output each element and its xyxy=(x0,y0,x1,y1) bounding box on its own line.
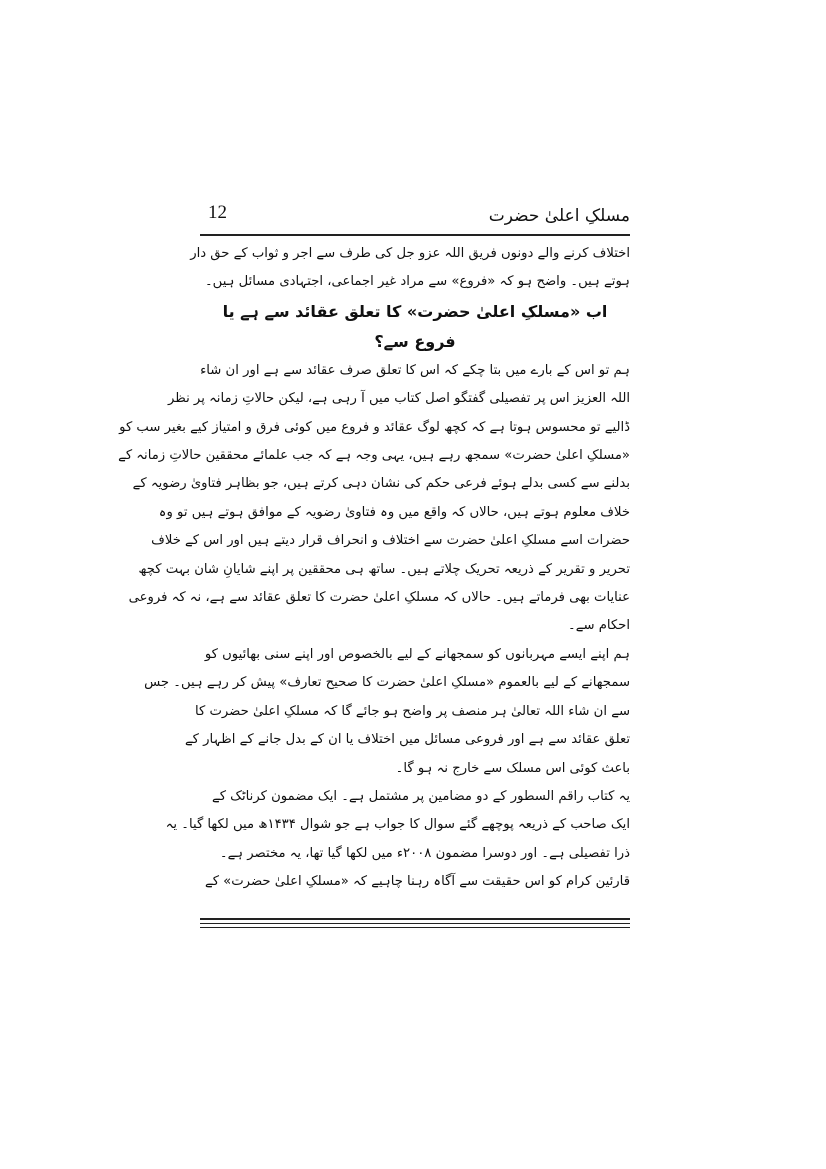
text-line: احکام سے۔ xyxy=(568,618,630,634)
paragraph-purpose xyxy=(144,641,630,783)
header-rule xyxy=(200,234,630,236)
footer-rule xyxy=(200,923,630,924)
text-line: ہوتے ہیں۔ واضح ہو کہ «فروع» سے مراد غیر اجماعی، اجتہادی مسائل ہیں۔ xyxy=(204,274,630,290)
footer-rules xyxy=(200,918,630,928)
text-line: اختلاف کرنے والے دونوں فریق اللہ عزو جل کی طرف سے اجر و ثواب کے حق دار xyxy=(190,246,630,261)
text-line: خلاف معلوم ہوتے ہیں، حالاں کہ واقع میں وہ فتاویٰ رضویہ کے موافق ہوتے ہیں تو وہ xyxy=(158,504,630,520)
text-line: اللہ العزیز اس پر تفصیلی گفتگو اصل کتاب میں آ رہی ہے، لیکن حالاتِ زمانہ پر نظر xyxy=(167,391,630,407)
text-line: سے ان شاء اللہ تعالیٰ ہر منصف پر واضح ہو جائے گا کہ مسلکِ اعلیٰ حضرت کا xyxy=(195,703,630,719)
text-line: سمجھانے کے لیے بالعموم «مسلکِ اعلیٰ حضرت کا صحیح تعارف» پیش کر رہے ہیں۔ جس xyxy=(144,675,630,691)
text-line: ڈالیے تو محسوس ہوتا ہے کہ کچھ لوگ عقائد و فروع میں کوئی فرق و امتیاز کیے بغیر سب کو xyxy=(119,419,630,435)
text-line: عنایات بھی فرماتے ہیں۔ حالاں کہ مسلکِ اعلیٰ حضرت کا تعلق عقائد سے ہے، نہ کہ فروعی xyxy=(128,590,630,606)
footer-rule xyxy=(200,918,630,920)
footer-rule xyxy=(200,927,630,928)
text-line: حضرات اسے مسلکِ اعلیٰ حضرت سے اختلاف و انحراف قرار دیتے ہیں اور اس کے خلاف xyxy=(151,533,630,549)
paragraph-intro xyxy=(190,240,630,297)
text-line: ہم تو اس کے بارے میں بتا چکے کہ اس کا تعلق صرف عقائد سے ہے اور ان شاء xyxy=(200,362,630,378)
page-header xyxy=(200,200,630,234)
paragraph-main xyxy=(118,357,630,641)
page-body xyxy=(118,240,630,897)
running-title: مسلکِ اعلیٰ حضرت xyxy=(488,206,630,226)
text-line: یہ کتاب راقم السطور کے دو مضامین پر مشتمل ہے۔ ایک مضمون کرناٹک کے xyxy=(211,788,630,804)
text-line: «مسلکِ اعلیٰ حضرت» سمجھ رہے ہیں، یہی وجہ ہے کہ جب علمائے محققین حالاتِ زمانہ کے xyxy=(118,448,630,464)
paragraph-closing xyxy=(200,868,630,896)
page-number: 12 xyxy=(208,202,227,223)
text-line: باعث کوئی اس مسلک سے خارج نہ ہو گا۔ xyxy=(395,760,630,776)
book-page xyxy=(118,200,630,940)
text-line: بدلنے سے کسی بدلے ہوئے فرعی حکم کی نشان دہی کرتے ہیں، جو بظاہر فتاویٰ رضویہ کے xyxy=(132,476,630,492)
text-line: تعلق عقائد سے ہے اور فروعی مسائل میں اختلاف یا ان کے بدل جانے کے اظہار کے xyxy=(184,732,630,748)
text-line: ذرا تفصیلی ہے۔ اور دوسرا مضمون ۲۰۰۸ء میں لکھا گیا تھا، یہ مختصر ہے۔ xyxy=(219,845,630,861)
paragraph-contents xyxy=(165,783,630,868)
text-line: ایک صاحب کے ذریعہ پوچھے گئے سوال کا جواب ہے جو شوال ۱۴۳۴ھ میں لکھا گیا۔ یہ xyxy=(165,817,630,833)
text-line: تحریر و تقریر کے ذریعہ تحریک چلاتے ہیں۔ ساتھ ہی محققین پر اپنے شایانِ شان بہت کچھ xyxy=(138,561,630,577)
text-line: ہم اپنے ایسے مہربانوں کو سمجھانے کے لیے بالخصوص اور اپنے سنی بھائیوں کو xyxy=(204,646,630,662)
text-line: قارئین کرام کو اس حقیقت سے آگاہ رہنا چاہیے کہ «مسلکِ اعلیٰ حضرت» کے xyxy=(204,874,630,890)
section-heading: اب «مسلکِ اعلیٰ حضرت» کا تعلق عقائد سے ہے یا فروع سے؟ xyxy=(222,301,608,351)
